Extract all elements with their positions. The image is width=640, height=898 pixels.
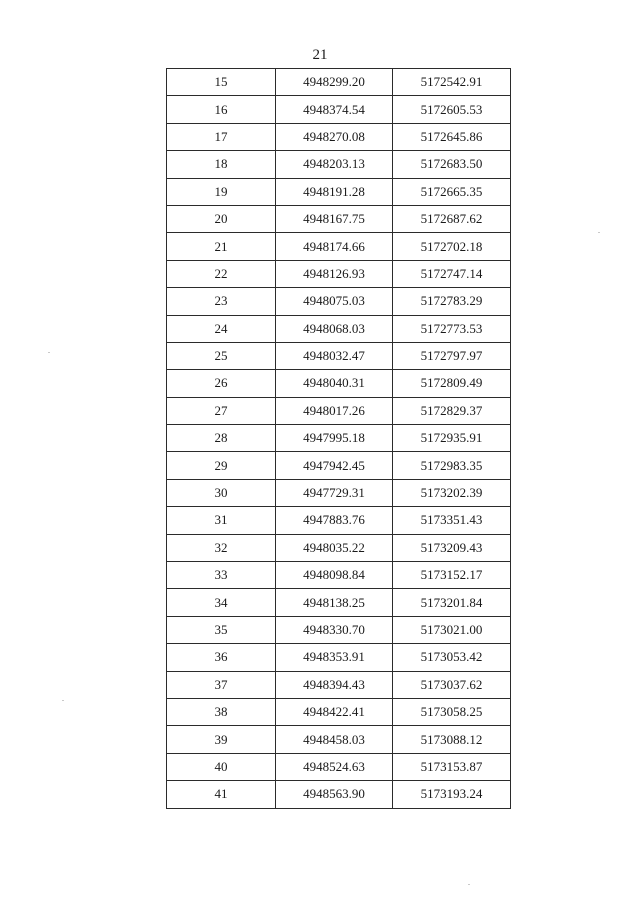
y-coordinate-cell: 5172665.35 [393,178,511,205]
table-row [167,178,511,205]
point-number-cell: 33 [167,562,276,589]
point-number-cell: 37 [167,671,276,698]
point-number-cell: 21 [167,233,276,260]
x-coordinate-cell: 4948191.28 [276,178,393,205]
y-coordinate-cell: 5173153.87 [393,753,511,780]
x-coordinate-cell: 4948035.22 [276,534,393,561]
x-coordinate-cell: 4948075.03 [276,288,393,315]
x-coordinate-cell: 4948138.25 [276,589,393,616]
y-coordinate-cell: 5172542.91 [393,69,511,96]
x-coordinate-cell: 4947729.31 [276,479,393,506]
point-number-cell: 25 [167,342,276,369]
table-row [167,96,511,123]
table-row [167,452,511,479]
scan-speck [468,884,470,885]
y-coordinate-cell: 5172983.35 [393,452,511,479]
table-row [167,151,511,178]
point-number-cell: 39 [167,726,276,753]
y-coordinate-cell: 5172783.29 [393,288,511,315]
table-row [167,397,511,424]
point-number-cell: 41 [167,781,276,808]
x-coordinate-cell: 4948098.84 [276,562,393,589]
point-number-cell: 35 [167,616,276,643]
point-number-cell: 27 [167,397,276,424]
x-coordinate-cell: 4948563.90 [276,781,393,808]
y-coordinate-cell: 5173088.12 [393,726,511,753]
y-coordinate-cell: 5173058.25 [393,698,511,725]
y-coordinate-cell: 5172773.53 [393,315,511,342]
table-row [167,479,511,506]
point-number-cell: 36 [167,644,276,671]
x-coordinate-cell: 4947883.76 [276,507,393,534]
y-coordinate-cell: 5172645.86 [393,123,511,150]
point-number-cell: 19 [167,178,276,205]
table-row [167,315,511,342]
y-coordinate-cell: 5172747.14 [393,260,511,287]
scan-speck [48,352,50,353]
point-number-cell: 29 [167,452,276,479]
y-coordinate-cell: 5172935.91 [393,425,511,452]
table-row [167,69,511,96]
page-number: 21 [312,47,328,63]
y-coordinate-cell: 5172809.49 [393,370,511,397]
table-row [167,205,511,232]
y-coordinate-cell: 5172605.53 [393,96,511,123]
x-coordinate-cell: 4948394.43 [276,671,393,698]
scan-speck [62,700,64,701]
table-row [167,123,511,150]
table-row [167,507,511,534]
x-coordinate-cell: 4948040.31 [276,370,393,397]
y-coordinate-cell: 5173209.43 [393,534,511,561]
point-number-cell: 30 [167,479,276,506]
table-row [167,342,511,369]
point-number-cell: 16 [167,96,276,123]
point-number-cell: 38 [167,698,276,725]
y-coordinate-cell: 5173152.17 [393,562,511,589]
x-coordinate-cell: 4948203.13 [276,151,393,178]
table-row [167,562,511,589]
y-coordinate-cell: 5172797.97 [393,342,511,369]
y-coordinate-cell: 5172702.18 [393,233,511,260]
point-number-cell: 18 [167,151,276,178]
point-number-cell: 28 [167,425,276,452]
y-coordinate-cell: 5173202.39 [393,479,511,506]
scan-speck [598,232,600,233]
y-coordinate-cell: 5173193.24 [393,781,511,808]
x-coordinate-cell: 4948167.75 [276,205,393,232]
y-coordinate-cell: 5173021.00 [393,616,511,643]
x-coordinate-cell: 4948374.54 [276,96,393,123]
y-coordinate-cell: 5172683.50 [393,151,511,178]
y-coordinate-cell: 5173351.43 [393,507,511,534]
table-row [167,698,511,725]
table-row [167,589,511,616]
table-row [167,260,511,287]
x-coordinate-cell: 4947942.45 [276,452,393,479]
y-coordinate-cell: 5172687.62 [393,205,511,232]
point-number-cell: 24 [167,315,276,342]
table-row [167,425,511,452]
table-row [167,534,511,561]
point-number-cell: 40 [167,753,276,780]
point-number-cell: 26 [167,370,276,397]
coordinates-table-body [167,69,511,809]
x-coordinate-cell: 4948524.63 [276,753,393,780]
point-number-cell: 34 [167,589,276,616]
point-number-cell: 32 [167,534,276,561]
table-row [167,288,511,315]
table-row [167,233,511,260]
point-number-cell: 23 [167,288,276,315]
x-coordinate-cell: 4947995.18 [276,425,393,452]
point-number-cell: 22 [167,260,276,287]
x-coordinate-cell: 4948458.03 [276,726,393,753]
y-coordinate-cell: 5173053.42 [393,644,511,671]
table-row [167,644,511,671]
y-coordinate-cell: 5172829.37 [393,397,511,424]
x-coordinate-cell: 4948270.08 [276,123,393,150]
x-coordinate-cell: 4948422.41 [276,698,393,725]
x-coordinate-cell: 4948330.70 [276,616,393,643]
x-coordinate-cell: 4948353.91 [276,644,393,671]
x-coordinate-cell: 4948017.26 [276,397,393,424]
coordinates-table [166,68,511,809]
point-number-cell: 31 [167,507,276,534]
y-coordinate-cell: 5173037.62 [393,671,511,698]
table-row [167,753,511,780]
table-row [167,370,511,397]
table-row [167,781,511,808]
point-number-cell: 20 [167,205,276,232]
x-coordinate-cell: 4948032.47 [276,342,393,369]
table-row [167,671,511,698]
x-coordinate-cell: 4948068.03 [276,315,393,342]
point-number-cell: 15 [167,69,276,96]
table-row [167,726,511,753]
x-coordinate-cell: 4948174.66 [276,233,393,260]
point-number-cell: 17 [167,123,276,150]
table-row [167,616,511,643]
y-coordinate-cell: 5173201.84 [393,589,511,616]
x-coordinate-cell: 4948299.20 [276,69,393,96]
x-coordinate-cell: 4948126.93 [276,260,393,287]
